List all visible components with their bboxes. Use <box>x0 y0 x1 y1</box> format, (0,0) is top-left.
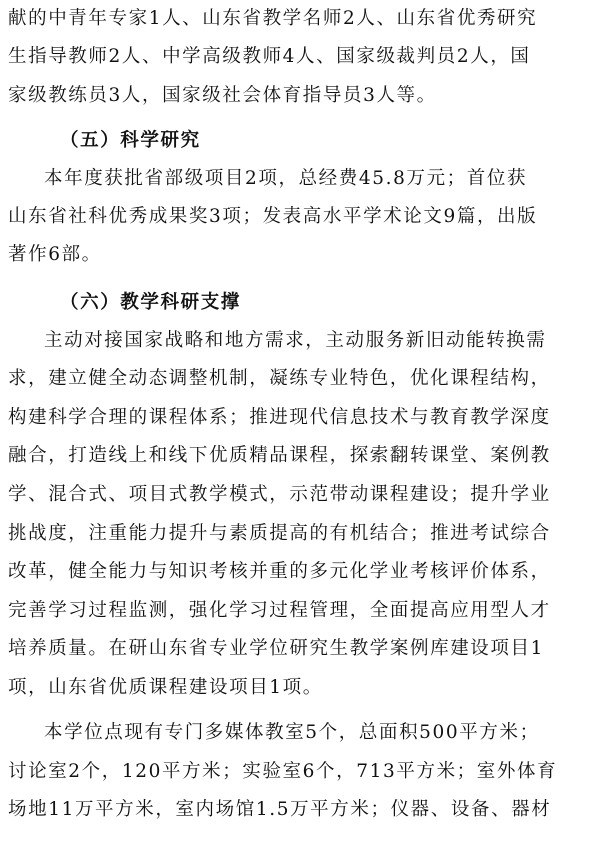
paragraph-line: 场地11万平方米，室内场馆1.5万平方米；仪器、设备、器材 <box>8 799 552 820</box>
paragraph-line: 完善学习过程监测，强化学习过程管理，全面提高应用型人才 <box>8 600 551 621</box>
paragraph-line: 学、混合式、项目式教学模式，示范带动课程建设；提升学业 <box>8 484 551 505</box>
paragraph-line: 主动对接国家战略和地方需求，主动服务新旧动能转换需 <box>44 330 547 351</box>
paragraph-line: 培养质量。在研山东省专业学位研究生教学案例库建设项目1 <box>8 638 544 659</box>
paragraph-line: 求，建立健全动态调整机制，凝练专业特色，优化课程结构， <box>8 368 551 389</box>
section-heading-support: （六）教学科研支撑 <box>60 292 241 313</box>
paragraph-line: 讨论室2个，120平方米；实验室6个，713平方米；室外体育 <box>8 761 558 782</box>
section-heading-research: （五）科学研究 <box>60 130 201 151</box>
paragraph-line: 本年度获批省部级项目2项，总经费45.8万元；首位获 <box>44 168 528 189</box>
paragraph-line: 献的中青年专家1人、山东省教学名师2人、山东省优秀研究 <box>8 8 538 29</box>
paragraph-line: 挑战度，注重能力提升与素质提高的有机结合；推进考试综合 <box>8 523 551 544</box>
paragraph-line: 融合，打造线上和线下优质精品课程，探索翻转课堂、案例教 <box>8 445 551 466</box>
paragraph-line: 构建科学合理的课程体系；推进现代信息技术与教育教学深度 <box>8 407 551 428</box>
paragraph-line: 项，山东省优质课程建设项目1项。 <box>8 677 323 698</box>
paragraph-line: 山东省社科优秀成果奖3项；发表高水平学术论文9篇，出版 <box>8 206 538 227</box>
paragraph-line: 本学位点现有专门多媒体教室5个，总面积500平方米； <box>44 722 540 743</box>
paragraph-line: 生指导教师2人、中学高级教师4人、国家级裁判员2人，国 <box>8 46 531 67</box>
paragraph-line: 家级教练员3人，国家级社会体育指导员3人等。 <box>8 85 437 106</box>
paragraph-line: 改革，健全能力与知识考核并重的多元化学业考核评价体系， <box>8 561 551 582</box>
paragraph-line: 著作6部。 <box>8 244 102 265</box>
